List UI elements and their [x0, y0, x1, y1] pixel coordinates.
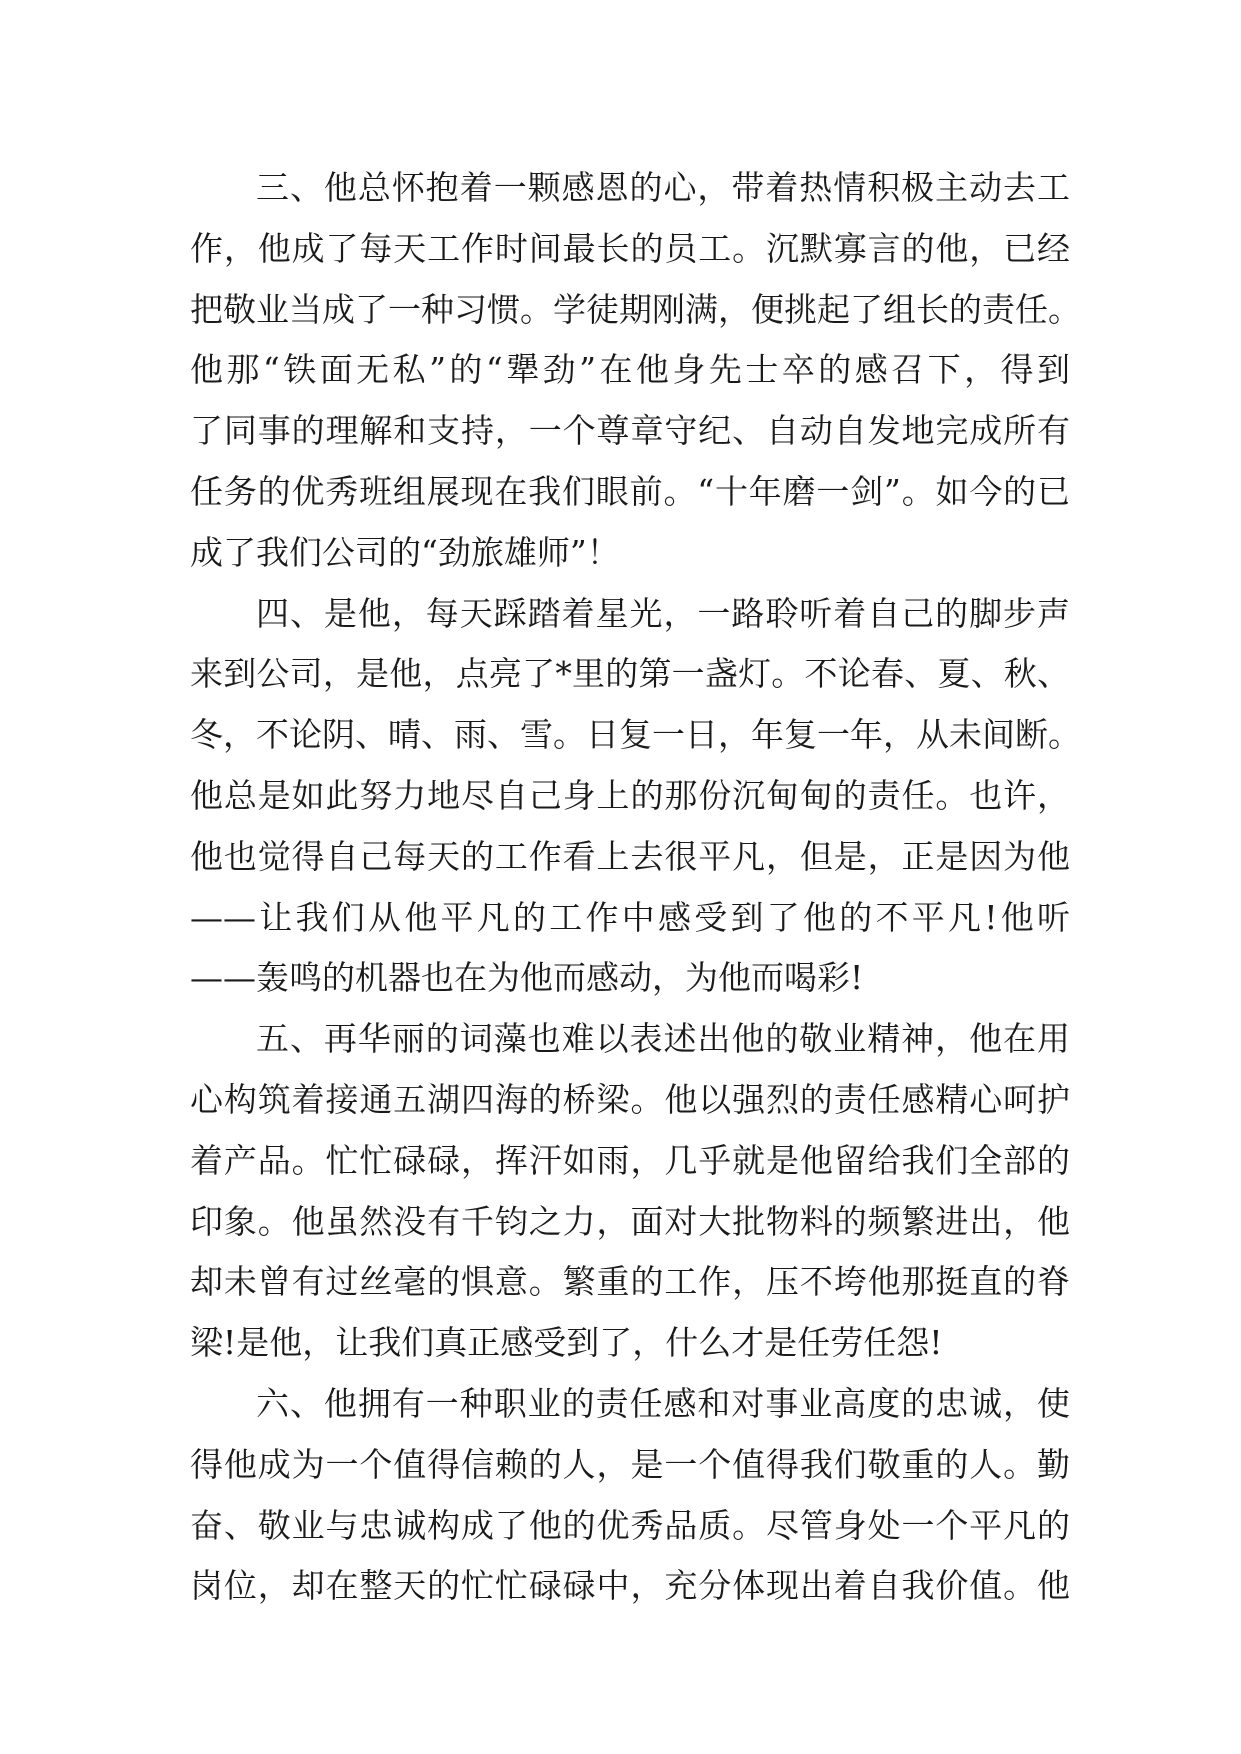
text-line: 梁!是他，让我们真正感受到了，什么才是任劳任怨! — [190, 1323, 943, 1363]
text-line: 他也觉得自己每天的工作看上去很平凡，但是，正是因为他 — [190, 836, 1070, 876]
text-line: ——轰鸣的机器也在为他而感动，为他而喝彩! — [190, 958, 864, 998]
paragraph-3 — [190, 158, 1081, 584]
text-line: 奋、敬业与忠诚构成了他的优秀品质。尽管身处一个平凡的 — [190, 1505, 1070, 1545]
document-body — [190, 158, 1081, 1617]
text-line: 却未曾有过丝毫的惧意。繁重的工作，压不垮他那挺直的脊 — [190, 1262, 1070, 1302]
text-line: 任务的优秀班组展现在我们眼前。“十年磨一剑”。如今的已 — [190, 471, 1070, 511]
text-line: 来到公司，是他，点亮了*里的第一盏灯。不论春、夏、秋、 — [190, 654, 1070, 694]
text-line: 着产品。忙忙碌碌，挥汗如雨，几乎就是他留给我们全部的 — [190, 1140, 1070, 1180]
text-line: 成了我们公司的“劲旅雄师”！ — [190, 532, 620, 572]
text-line: 了同事的理解和支持，一个尊章守纪、自动自发地完成所有 — [190, 411, 1070, 451]
text-line: 印象。他虽然没有千钧之力，面对大批物料的频繁进出，他 — [190, 1201, 1070, 1241]
text-line: 得他成为一个值得信赖的人，是一个值得我们敬重的人。勤 — [190, 1444, 1070, 1484]
text-line: 作，他成了每天工作时间最长的员工。沉默寡言的他，已经 — [190, 228, 1070, 268]
text-line: 他总是如此努力地尽自己身上的那份沉甸甸的责任。也许， — [190, 775, 1070, 815]
paragraph-5 — [190, 1009, 1070, 1374]
text-line: 冬，不论阴、晴、雨、雪。日复一日，年复一年，从未间断。 — [190, 715, 1081, 755]
text-line: 六、他拥有一种职业的责任感和对事业高度的忠诚，使 — [256, 1383, 1070, 1423]
text-line: 他那“铁面无私”的“犟劲”在他身先士卒的感召下，得到 — [190, 350, 1070, 390]
text-line: ——让我们从他平凡的工作中感受到了他的不平凡!他听 — [190, 897, 1070, 937]
text-line: 四、是他，每天踩踏着星光，一路聆听着自己的脚步声 — [256, 593, 1070, 633]
text-line: 五、再华丽的词藻也难以表述出他的敬业精神，他在用 — [256, 1019, 1070, 1059]
paragraph-4 — [190, 584, 1081, 1010]
text-line: 三、他总怀抱着一颗感恩的心，带着热情积极主动去工 — [256, 168, 1070, 207]
text-line: 岗位，却在整天的忙忙碌碌中，充分体现出着自我价值。他 — [190, 1566, 1070, 1606]
paragraph-6 — [190, 1374, 1070, 1617]
text-line: 把敬业当成了一种习惯。学徒期刚满，便挑起了组长的责任。 — [190, 289, 1081, 329]
text-line: 心构筑着接通五湖四海的桥梁。他以强烈的责任感精心呵护 — [190, 1079, 1070, 1119]
